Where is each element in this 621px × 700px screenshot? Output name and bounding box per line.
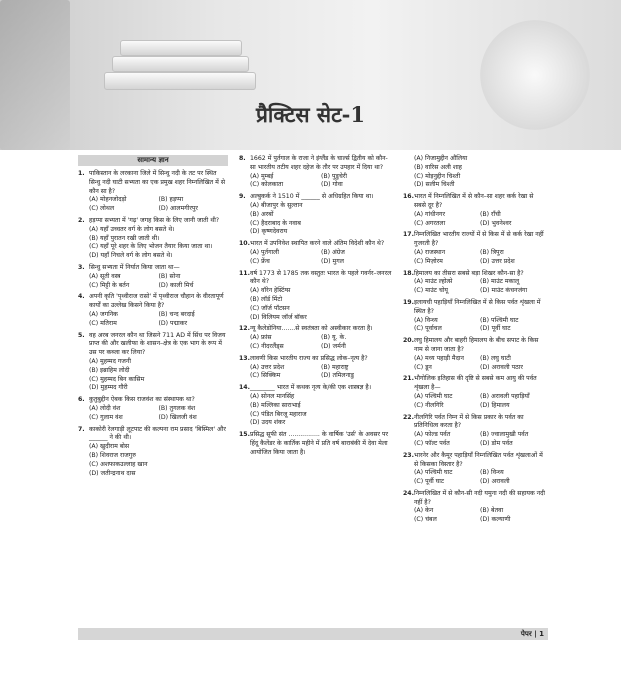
options-grid <box>89 358 228 393</box>
question-number: 9. <box>239 193 246 201</box>
question-number: 6. <box>78 396 85 404</box>
answer-option: (B) तुगलक वंश <box>158 404 196 412</box>
question-number: 16. <box>403 193 414 201</box>
question-body <box>414 337 546 372</box>
answer-option: (D) हिमालय <box>480 401 510 409</box>
options-grid <box>89 273 228 291</box>
question-number: 20. <box>403 337 414 345</box>
question-item <box>403 452 546 487</box>
question-item <box>78 170 228 214</box>
question-text: अपनी कृति 'पृथ्वीराज रासो' में पृथ्वीराज चौहान के वीरतापूर्ण कार्यों का उल्लेख किसने किया है? <box>89 293 224 310</box>
question-item <box>78 332 228 394</box>
options-grid <box>89 226 228 261</box>
answer-option: (C) हैदराबाद के नवाब <box>250 219 301 227</box>
options-grid <box>250 249 392 267</box>
answer-option: (B) हड़प्पा <box>158 196 184 204</box>
answer-option: (D) विलियम जॉर्ज बॉकर <box>250 313 307 321</box>
question-body <box>250 355 392 381</box>
question-item <box>239 355 392 381</box>
answer-option: (B) मल्लिका साराभाई <box>250 401 301 409</box>
answer-option: (A) बीजापुर के सुल्तान <box>250 201 303 209</box>
question-body <box>250 431 392 457</box>
answer-option: (B) अरावली पहाड़ियाँ <box>480 392 530 400</box>
question-body <box>414 375 546 410</box>
answer-option: (C) नीलगिरि <box>414 401 444 409</box>
answer-option: (C) अगरतला <box>414 219 446 227</box>
answer-option: (A) खुदीराम बोस <box>89 443 130 451</box>
answer-option: (B) ज्वालामुखी पर्वत <box>480 431 529 439</box>
answer-option: (A) मध्य पहाड़ी मैदान <box>414 354 464 362</box>
question-item <box>403 155 546 190</box>
answer-option: (C) डून <box>414 363 432 371</box>
question-body <box>414 490 546 525</box>
question-number: 22. <box>403 413 414 421</box>
answer-option: (A) मुम्बई <box>250 172 274 180</box>
book-stack-illustration <box>112 56 249 72</box>
question-number: 14. <box>239 384 250 392</box>
question-text: इलायची पहाड़ियाँ निम्नलिखित में से किस पर्वत शृंखला में स्थित है? <box>414 298 541 315</box>
answer-option: (C) मोइनुद्दीन चिश्ती <box>414 172 461 180</box>
answer-option: (C) पंडित बिरजू महाराज <box>250 410 307 418</box>
question-body <box>414 452 546 487</box>
answer-option: (C) मिज़ोरम <box>414 257 443 265</box>
question-text: वर्ष 1773 से 1785 तक वस्तुतः भारत के पहले गवर्नर–जनरल कौन थे? <box>250 269 392 286</box>
question-number: 1. <box>78 170 85 177</box>
question-item <box>239 193 392 237</box>
page-number: पेपर | 1 <box>520 630 544 638</box>
options-grid <box>250 202 392 237</box>
options-grid <box>414 431 546 449</box>
question-number: 4. <box>78 293 85 301</box>
answer-option: (A) केन <box>414 507 434 515</box>
options-grid <box>414 155 546 190</box>
options-grid <box>414 278 546 296</box>
question-number: 24. <box>403 489 414 497</box>
answer-option: (D) गोवा <box>321 181 343 189</box>
question-text: पाकिस्तान के लरकाना जिले में सिन्धु नदी के तट पर स्थित सिन्धु नदी घाटी सभ्यता का एक प्रमुख शहर निम्नलिखित में से कौन सा है? <box>89 170 226 195</box>
questions-area <box>78 155 546 623</box>
question-item <box>78 426 228 479</box>
question-body <box>89 332 228 394</box>
question-text: भौगोलिक इतिहास की दृष्टि से सबसे कम आयु की पर्वत शृंखला है— <box>414 375 537 392</box>
answer-option: (A) पश्चिमी घाट <box>414 392 453 400</box>
question-body <box>414 193 546 228</box>
answer-option: (D) पद्माकर <box>158 319 187 327</box>
answer-option: (A) यहाँ उच्चतर वर्ग के लोग बसते थे। <box>89 225 175 233</box>
book-stack-illustration <box>104 72 256 90</box>
answer-option: (C) चंबल <box>414 516 437 524</box>
answer-option: (B) बेतवा <box>480 507 504 515</box>
options-grid <box>89 196 228 214</box>
options-grid <box>414 249 546 267</box>
question-number: 21. <box>403 375 414 383</box>
question-number: 18. <box>403 269 414 277</box>
question-text: निम्नलिखित में से कौन-सी नदी यमुना नदी की सहायक नदी नहीं है? <box>414 489 545 506</box>
answer-option: (D) मुहम्मद गौरी <box>89 384 128 392</box>
question-body <box>250 193 392 237</box>
question-item <box>239 240 392 266</box>
question-body <box>250 270 392 323</box>
options-grid <box>250 173 392 191</box>
answer-option: (C) कोलकाता <box>250 181 284 189</box>
question-body <box>414 414 546 449</box>
question-number: 8. <box>239 155 246 162</box>
answer-option: (A) सोनल मानसिंह <box>250 392 295 400</box>
options-grid <box>89 405 228 423</box>
answer-option: (B) यहाँ पुरातन रखी जाती थी। <box>89 234 160 242</box>
answer-option: (D) जतीन्द्रनाथ दास <box>89 469 136 477</box>
question-item <box>239 384 392 428</box>
answer-option: (B) विन्ध्य <box>480 469 504 477</box>
question-text: प्रसिद्ध सूफी संत ................ के वार्षिक 'उर्स' के अवसर पर हिंदू कैलेंडर के कार्तिक महीने में प्रति वर्ष बाराबंकी में देवा मेला आयोजित किया जाता है। <box>250 431 389 456</box>
answer-option: (D) मुगल <box>321 257 344 265</box>
question-text: कुतुबुद्दीन ऐबक किस राजवंश का संस्थापक था? <box>89 396 195 404</box>
question-text: लघु हिमालय और बाहरी हिमालय के बीच सपाट के किस नाम से जाना जाता है? <box>414 337 539 353</box>
answer-option: (C) मुहम्मद बिन कासिम <box>89 375 145 383</box>
answer-option: (D) डोम पर्वत <box>480 439 513 447</box>
answer-option: (A) मुहम्मद गजनी <box>89 357 131 365</box>
question-text: निम्नलिखित भारतीय राज्यों में से किस में से कर्क रेखा नहीं गुजरती है? <box>414 231 544 248</box>
question-text: हिमालय का तीसरा सबसे बड़ा शिखर कौन-सा है? <box>414 269 524 277</box>
answer-option: (D) सलीम चिश्ती <box>414 181 455 189</box>
answer-option: (B) महाराष्ट्र <box>321 363 349 371</box>
options-grid <box>414 355 546 373</box>
answer-option: (A) निजामुद्दीन औलिया <box>414 155 468 162</box>
answer-option: (B) वारिस अली शाह <box>414 163 462 171</box>
answer-option: (C) मिट्टी के बर्तन <box>89 281 130 289</box>
book-stack-illustration <box>120 40 242 56</box>
question-text: वह अरब जनरल कौन था जिसने 711 AD में सिंध पर विजय प्राप्त की और खलीफा के शासन–क्षेत्र के एक भाग के रूप में उस पर कब्जा कर लिया? <box>89 331 226 357</box>
column-3 <box>403 155 546 528</box>
question-body <box>414 270 546 296</box>
question-number: 19. <box>403 298 414 306</box>
options-grid <box>414 317 546 335</box>
question-number: 11. <box>239 269 250 277</box>
question-number: 13. <box>239 354 250 362</box>
question-text: भारत में निम्नलिखित में से कौन–सा शहर कर्क रेखा से सबसे दूर है? <box>414 193 534 209</box>
section-heading: सामान्य ज्ञान <box>78 155 228 166</box>
answer-option: (B) पश्चिमी घाट <box>480 316 519 324</box>
question-body <box>250 384 392 428</box>
answer-option: (C) नीदरलैंड्स <box>250 342 284 350</box>
answer-option: (C) मतिराम <box>89 319 117 327</box>
answer-option: (C) लोथल <box>89 205 115 213</box>
answer-option: (A) लोदी वंश <box>89 404 121 412</box>
answer-option: (D) माउंट कंचनजंगा <box>480 287 528 295</box>
question-item <box>403 375 546 410</box>
question-body <box>414 231 546 266</box>
answer-option: (B) राँची <box>480 210 501 218</box>
question-item <box>78 264 228 290</box>
question-body <box>89 293 228 328</box>
answer-option: (A) पश्चिमी घाट <box>414 469 453 477</box>
answer-option: (A) पुर्तगाली <box>250 248 279 256</box>
question-item <box>78 396 228 422</box>
answer-option: (C) फ्रेंच <box>250 257 270 265</box>
answer-option: (D) कृष्णदेवराय <box>250 228 288 236</box>
answer-option: (A) राजस्थान <box>414 248 446 256</box>
question-text: न्यू कैलेडोनिया.......से स्वतंत्रता को अस्वीकार करता है। <box>250 325 373 333</box>
question-body <box>89 264 228 290</box>
question-body <box>250 325 392 351</box>
options-grid <box>414 507 546 525</box>
answer-option: (C) सिक्किम <box>250 372 281 380</box>
question-text: हड़प्पा सभ्यता में 'गढ़' जगह किस के लिए जानी जाती थी? <box>89 216 220 224</box>
answer-option: (D) यहाँ निचले वर्ग के लोग बसते थे। <box>89 252 173 260</box>
question-item <box>78 217 228 261</box>
question-text: भारनेर और कैमूर पहाड़ियाँ निम्नलिखित पर्वत शृंखलाओं में से किसका विस्तार है? <box>414 451 543 468</box>
options-grid <box>250 334 392 352</box>
answer-option: (D) पूर्वी घाट <box>480 325 511 333</box>
answer-option: (B) यू. के. <box>321 334 347 342</box>
answer-option: (C) जॉर्ज पॉटसन <box>250 304 290 312</box>
answer-option: (A) मोहनजोदड़ो <box>89 196 127 204</box>
answer-option: (A) वॉरेन हेस्टिंग्स <box>250 287 291 295</box>
answer-option: (D) खिलजी वंश <box>158 413 197 421</box>
answer-option: (D) जर्मनी <box>321 342 346 350</box>
options-grid <box>89 443 228 478</box>
answer-option: (B) इब्राहिम लोदी <box>89 366 130 374</box>
question-item <box>403 490 546 525</box>
answer-option: (B) लॉर्ड मिंटो <box>250 295 283 303</box>
question-body <box>414 299 546 334</box>
question-item <box>403 270 546 296</box>
answer-option: (A) गांधीनगर <box>414 210 445 218</box>
answer-option: (C) माउंट चोयू <box>414 287 449 295</box>
answer-option: (B) अंग्रेज <box>321 248 345 256</box>
answer-option: (B) अरबों <box>250 210 274 218</box>
options-grid <box>250 364 392 382</box>
question-item <box>239 270 392 323</box>
question-item <box>403 193 546 228</box>
answer-option: (C) फॉल्ट पर्वत <box>414 439 450 447</box>
question-body <box>89 217 228 261</box>
question-text: सिन्धु सभ्यता में निर्यात किया जाता था— <box>89 263 180 271</box>
question-number: 23. <box>403 451 414 459</box>
answer-option: (D) काली मिर्च <box>158 281 194 289</box>
answer-option: (C) अशफाकउल्लाह खान <box>89 460 148 468</box>
answer-option: (B) लघु घाटी <box>480 354 511 362</box>
column-1 <box>78 155 228 481</box>
question-item <box>403 414 546 449</box>
footer-bar <box>78 628 548 640</box>
answer-option: (C) पूर्वाचल <box>414 325 442 333</box>
options-grid <box>414 211 546 229</box>
answer-option: (D) उदय शंकर <box>250 419 286 427</box>
question-number: 17. <box>403 231 414 239</box>
answer-option: (D) अरावली <box>480 478 510 486</box>
question-number: 3. <box>78 263 85 271</box>
page-title: प्रैक्टिस सेट-1 <box>255 102 366 127</box>
question-item <box>239 155 392 190</box>
answer-option: (D) भुवनेश्वर <box>480 219 512 227</box>
options-grid <box>414 469 546 487</box>
question-number: 12. <box>239 325 250 333</box>
answer-option: (A) फ्रांस <box>250 334 272 342</box>
question-item <box>403 231 546 266</box>
question-number: 10. <box>239 240 250 248</box>
question-body <box>89 396 228 422</box>
answer-option: (B) चन्द बरदाई <box>158 310 195 318</box>
answer-option: (B) माउंट मकालू <box>480 278 520 286</box>
question-text: भारत में उपनिवेश स्थापित करने वाले अंतिम विदेशी कौन थे? <box>250 240 385 248</box>
answer-option: (D) उत्तर प्रदेश <box>480 257 515 265</box>
answer-option: (D) कल्याणी <box>480 516 511 524</box>
question-item <box>403 299 546 334</box>
question-body <box>250 155 392 190</box>
question-number: 2. <box>78 216 85 224</box>
options-grid <box>250 393 392 428</box>
answer-option: (B) पुडुचेरी <box>321 172 347 180</box>
question-number: 5. <box>78 331 85 339</box>
question-text: 1662 में पुर्तगाल के राजा ने इंग्लैंड के चार्ल्स द्वितीय को कौन-सा भारतीय तटीय शहर दहेज के तौर पर उपहार में दिया था? <box>250 155 388 171</box>
header-banner <box>0 0 621 150</box>
question-text: नीलगिरि पर्वत निम्न में से किस प्रकार के पर्वत का प्रतिनिधित्व करता है? <box>414 413 524 430</box>
answer-option: (A) विन्ध्य <box>414 316 438 324</box>
answer-option: (D) अरावली पठार <box>480 363 523 371</box>
answer-option: (A) सूती वस्त्र <box>89 272 121 280</box>
question-number <box>403 155 414 190</box>
options-grid <box>250 287 392 322</box>
question-body <box>89 426 228 479</box>
question-body <box>89 170 228 214</box>
question-item <box>78 293 228 328</box>
question-text: अल्बुकर्क ने 1510 में ______ से अधिग्रहित किया था। <box>250 193 374 201</box>
answer-option: (A) फोल्ड पर्वत <box>414 431 451 439</box>
options-grid <box>89 311 228 329</box>
question-body <box>250 240 392 266</box>
answer-option: (D) तमिलनाडु <box>321 372 354 380</box>
question-body <box>414 155 546 190</box>
question-item <box>239 325 392 351</box>
question-item <box>403 337 546 372</box>
question-text: लावणी किस भारतीय राज्य का प्रसिद्ध लोक–नृत्य है? <box>250 354 368 362</box>
answer-option: (D) आलमगीरपुर <box>158 205 198 213</box>
answer-option: (C) पूर्वी घाट <box>414 478 445 486</box>
question-text: काकोरी रेलगाड़ी लूटपाट की कल्पना राम प्रसाद 'बिस्मिल' और ______ ने की थी। <box>89 425 226 442</box>
answer-option: (B) सोना <box>158 272 181 280</box>
question-number: 7. <box>78 425 85 433</box>
answer-option: (A) जगनिक <box>89 310 118 318</box>
answer-option: (C) गुलाम वंश <box>89 413 123 421</box>
answer-option: (B) शिवराज राजगुरु <box>89 451 136 459</box>
answer-option: (A) उत्तर प्रदेश <box>250 363 285 371</box>
question-text: ________ भारत में कथक नृत्य के/की एक शास्त्रज्ञ है। <box>250 384 372 392</box>
answer-option: (A) माउंट ल्होत्से <box>414 278 453 286</box>
answer-option: (B) त्रिपुरा <box>480 248 504 256</box>
answer-option: (C) यहाँ पूरे शहर के लिए भोजन तैयार किया जाता था। <box>89 243 213 251</box>
options-grid <box>414 393 546 411</box>
question-number: 15. <box>239 431 250 439</box>
question-item <box>239 431 392 457</box>
column-2 <box>239 155 392 461</box>
